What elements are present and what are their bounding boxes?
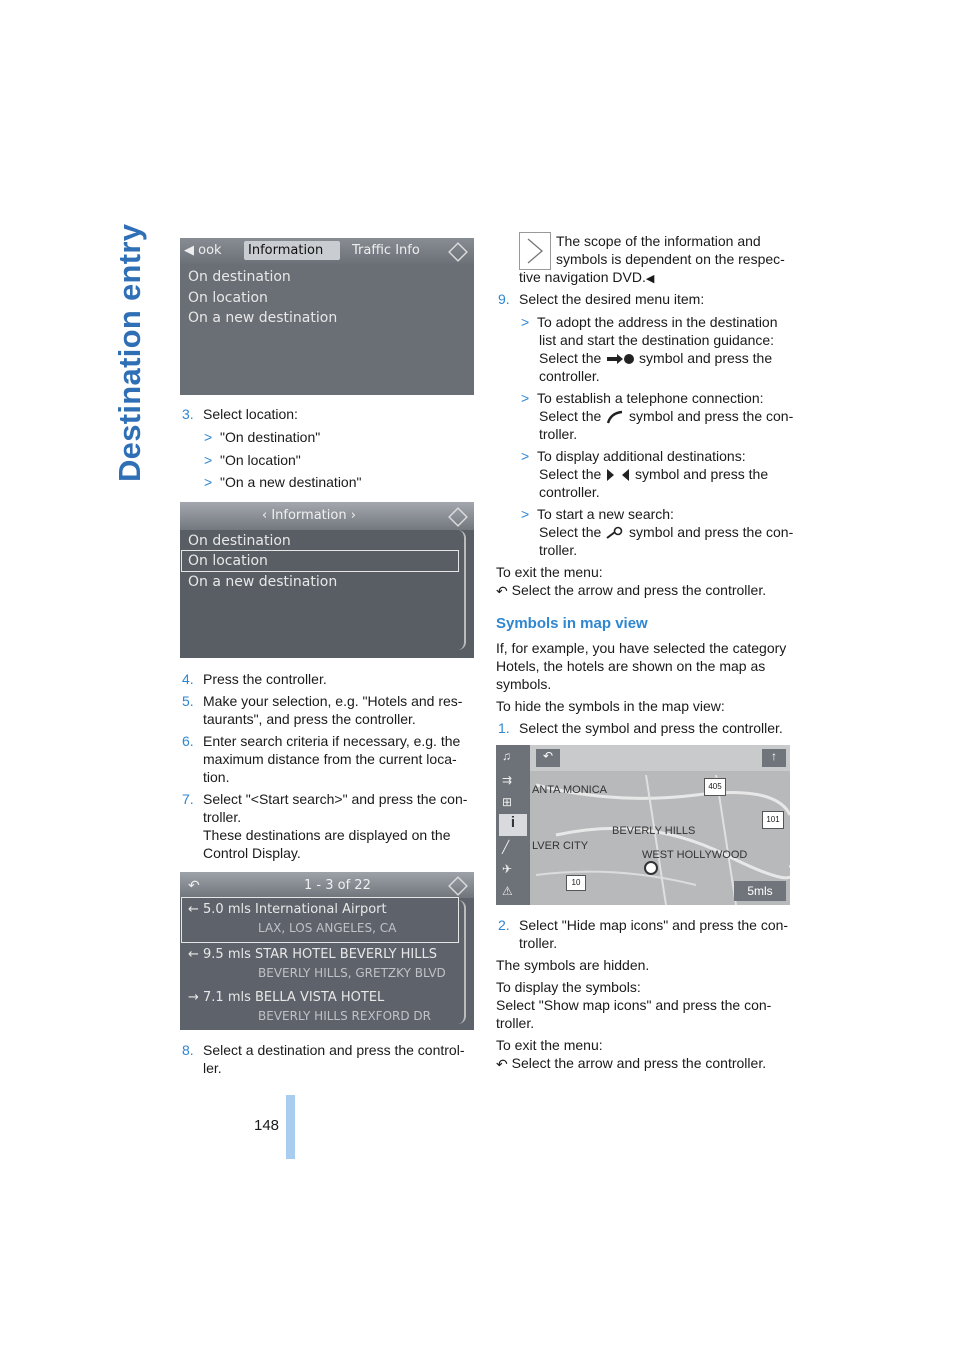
north-arrow-icon[interactable]: ↑ (762, 749, 786, 767)
screen-information-menu (180, 502, 474, 658)
exit-menu-label: To exit the menu: (496, 1037, 603, 1053)
step-9: 9. Select the desired menu item: (498, 291, 705, 307)
new-search-icon (605, 526, 625, 540)
bullet-cont: Select the symbol and press the (539, 350, 773, 366)
route-icon[interactable]: ⇉ (502, 773, 513, 787)
paragraph: To hide the symbols in the map view: (496, 698, 725, 714)
bullet: > "On destination" (204, 429, 321, 445)
highway-shield-icon: 101 (762, 811, 784, 829)
bullet: > "On a new destination" (204, 474, 362, 490)
exit-menu-instruction: ↶ Select the arrow and press the controller. (496, 582, 767, 600)
phone-icon (605, 410, 625, 424)
section-title: Destination entry (112, 223, 147, 482)
exit-menu-instruction: ↶ Select the arrow and press the controller. (496, 1055, 767, 1073)
bullet-cont: Select the symbol and press the con- (539, 524, 794, 540)
grid-icon[interactable]: ⊞ (502, 795, 513, 809)
destination-row[interactable]: ← 9.5 mls STAR HOTEL BEVERLY HILLS (188, 947, 437, 962)
highway-shield-icon: 10 (566, 875, 586, 891)
back-arrow-icon: ↶ (496, 1056, 508, 1073)
menu-item-selected[interactable]: On location (188, 553, 268, 569)
bullet: > To establish a telephone connection: (521, 390, 764, 406)
map-label: BEVERLY HILLS (612, 825, 696, 837)
start-guidance-icon (605, 353, 635, 365)
paragraph: The symbols are hidden. (496, 957, 650, 973)
scrollbar[interactable] (456, 530, 466, 650)
map-step-2: 2. Select "Hide map icons" and press the con- (498, 917, 789, 933)
paragraph: troller. (496, 1015, 535, 1031)
note-text: symbols is dependent on the respec- (556, 251, 785, 267)
menu-item[interactable]: On destination (188, 533, 291, 549)
bullet-cont: troller. (539, 542, 578, 558)
step-5-cont: taurants", and press the controller. (203, 711, 416, 727)
menu-item[interactable]: On a new destination (188, 310, 338, 326)
destination-row[interactable]: → 7.1 mls BELLA VISTA HOTEL (188, 990, 385, 1005)
paragraph: To display the symbols: (496, 979, 641, 995)
step-7-cont: Control Display. (203, 845, 301, 861)
map-scale[interactable]: 5mls (734, 881, 786, 901)
step-7: 7. Select "<Start search>" and press the con- (182, 791, 468, 807)
bullet-cont: Select the symbol and press the (539, 466, 769, 482)
page-number: 148 (254, 1117, 280, 1134)
destination-address: LAX, LOS ANGELES, CA (258, 921, 397, 935)
note-text: The scope of the information and (556, 233, 761, 249)
scrollbar[interactable] (456, 900, 466, 1024)
bullet-cont: Select the symbol and press the con- (539, 408, 794, 424)
step-8: 8. Select a destination and press the control- (182, 1042, 465, 1058)
paragraph: If, for example, you have selected the category (496, 640, 787, 656)
bullet-cont: list and start the destination guidance: (539, 332, 775, 348)
destination-address: BEVERLY HILLS, GRETZKY BLVD (258, 966, 446, 980)
bullet: > "On location" (204, 452, 301, 468)
step-6-cont: maximum distance from the current loca- (203, 751, 457, 767)
map-step-1: 1. Select the symbol and press the controller. (498, 720, 783, 736)
bullet-cont: controller. (539, 484, 600, 500)
audio-icon[interactable]: ♫ (502, 749, 511, 763)
menu-item[interactable]: On destination (188, 269, 291, 285)
screen-destination-list (180, 872, 474, 1030)
page-marker-bar (286, 1095, 295, 1159)
back-arrow-icon[interactable]: ↶ (536, 749, 560, 767)
back-arrow-icon: ↶ (496, 583, 508, 600)
step-3: 3. Select location: (182, 406, 298, 422)
section-heading: Symbols in map view (496, 615, 648, 632)
bullet: > To display additional destinations: (521, 448, 746, 464)
bullet: > To start a new search: (521, 506, 674, 522)
menu-item[interactable]: On a new destination (188, 574, 338, 590)
tab-traffic-info[interactable]: Traffic Info (352, 243, 420, 258)
bullet: > To adopt the address in the destination (521, 314, 778, 330)
list-count: 1 - 3 of 22 (304, 878, 371, 893)
road-icon[interactable]: ╱ (502, 840, 510, 854)
tab-information[interactable]: Information (248, 243, 324, 258)
highway-shield-icon: 405 (704, 778, 726, 796)
screen-information-tabs (180, 238, 474, 395)
bullet-cont: controller. (539, 368, 600, 384)
map-label: WEST HOLLYWOOD (642, 849, 748, 861)
info-icon[interactable]: i (499, 814, 527, 836)
tab-book[interactable]: ◀ ook (184, 243, 222, 258)
step-6: 6. Enter search criteria if necessary, e.g. the (182, 733, 461, 749)
step-6-cont: tion. (203, 769, 230, 785)
note-triangle-icon (519, 232, 551, 270)
step-5: 5. Make your selection, e.g. "Hotels and res- (182, 693, 463, 709)
destination-row[interactable]: ← 5.0 mls International Airport (188, 902, 387, 917)
paragraph: Hotels, the hotels are shown on the map as (496, 658, 766, 674)
step-7-cont: troller. (203, 809, 242, 825)
map-step-2-cont: troller. (519, 935, 558, 951)
information-header: ‹ Information › (262, 508, 356, 523)
warning-icon[interactable]: ⚠ (502, 884, 513, 898)
map-label: LVER CITY (532, 840, 589, 852)
note-text: tive navigation DVD.◀ (519, 269, 655, 285)
back-arrow-icon[interactable]: ↶ (188, 877, 200, 893)
map-label: ANTA MONICA (532, 784, 607, 796)
screen-map-view (496, 745, 790, 905)
paragraph: symbols. (496, 676, 552, 692)
bullet-cont: troller. (539, 426, 578, 442)
airplane-icon[interactable]: ✈ (502, 862, 513, 876)
exit-menu-label: To exit the menu: (496, 564, 603, 580)
step-7-cont: These destinations are displayed on the (203, 827, 451, 843)
more-destinations-icon (605, 468, 631, 482)
step-4: 4. Press the controller. (182, 671, 327, 687)
destination-address: BEVERLY HILLS REXFORD DR (258, 1009, 432, 1023)
paragraph: Select "Show map icons" and press the con- (496, 997, 772, 1013)
menu-item[interactable]: On location (188, 290, 268, 306)
step-8-cont: ler. (203, 1060, 222, 1076)
vehicle-position-icon (644, 861, 658, 875)
